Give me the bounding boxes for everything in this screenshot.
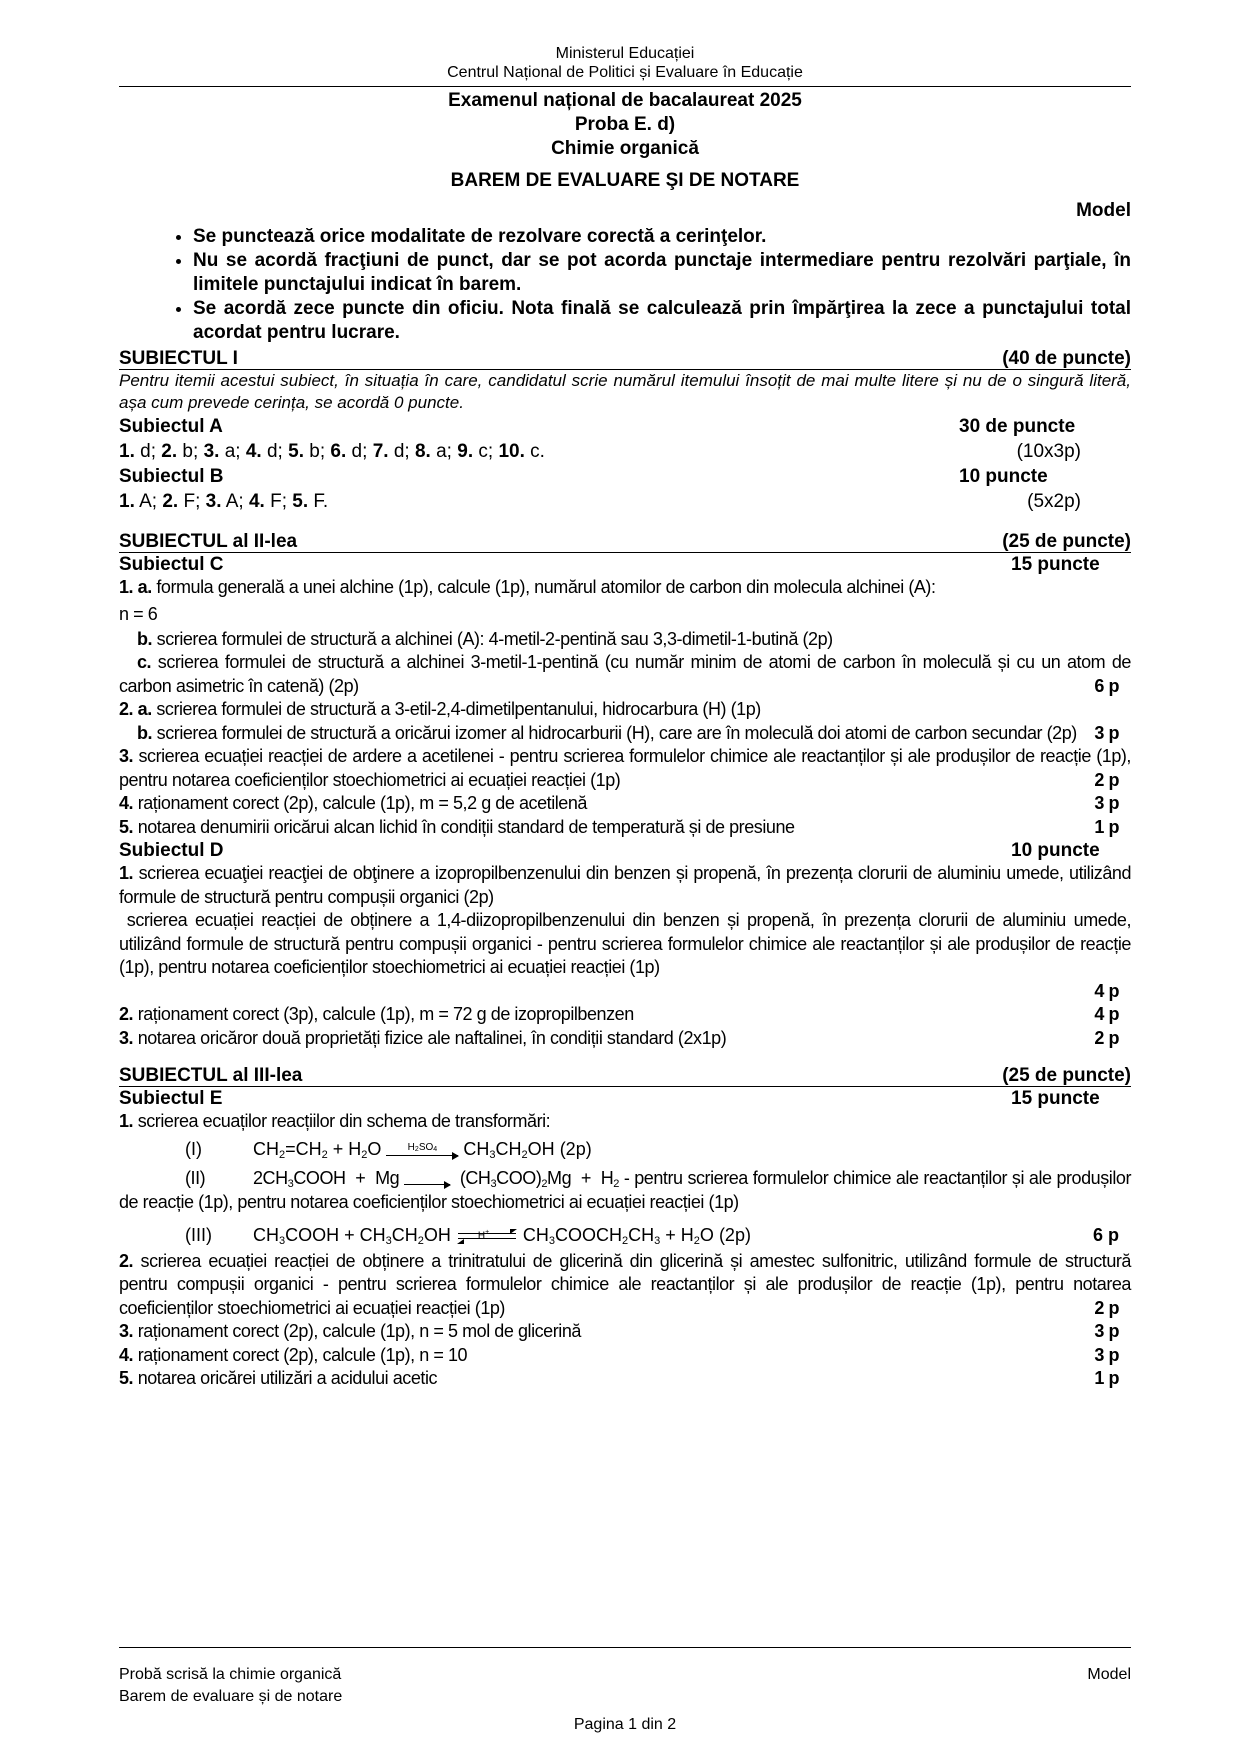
subiectul-d-heading: [119, 839, 1131, 862]
item-c2a: 2. a. scrierea formulei de structură a 3-etil-2,4-dimetilpentanului, hidrocarbura (H) (1p): [119, 699, 761, 719]
item-c5: 5. notarea denumirii oricărui alcan lichid în condiții standard de temperatură și de presiune 1 p: [119, 816, 1119, 837]
equation-1: [119, 1134, 1131, 1164]
footer-divider: [119, 1647, 1131, 1648]
item-d3: 3. notarea oricăror două proprietăți fizice ale naftalinei, în condiții standard (2x1p) 2 p: [119, 1027, 1119, 1048]
footer-barem-label: Barem de evaluare și de notare: [119, 1688, 343, 1705]
subiectul-b-answers: [119, 489, 1131, 514]
spacer: [119, 1050, 1131, 1062]
subiectul-e-points: 15 puncte: [1011, 1088, 1100, 1109]
item-d1-points-row: 4 p: [1094, 980, 1119, 1001]
subiectul-e-heading: [119, 1087, 1131, 1110]
rule-item: • Se acordă zece puncte din oficiu. Nota finală se calculează prin împărţirea la zece a punctajului total acordat pentru lucrare.: [193, 297, 1131, 345]
page-footer: [119, 1647, 1131, 1734]
barem-title: BAREM DE EVALUARE ŞI DE NOTARE: [450, 170, 800, 191]
equation-3: (III) $CH_3COOH + CH_3CH_2OH$ H+ $CH_3COOCH_2CH_3 + H_2O$ (2p) 6 p: [119, 1220, 1131, 1250]
equation-2-body: $2CH_3COOH + Mg$ $(CH_3COO)_2Mg + H_2$: [253, 1167, 619, 1190]
rules-list: [119, 225, 1131, 345]
item-c1c: c. scrierea formulei de structură a alchinei 3-metil-1-pentină (cu număr minim de atomi de carbon în moleculă și cu un atom de carbon asimetric în catenă) (2p): [119, 652, 1131, 696]
subiectul-b-title: Subiectul B: [119, 466, 224, 487]
item-e2-points-row: 2 p: [1094, 1297, 1119, 1318]
item-c1a-result: n = 6: [119, 603, 158, 624]
equation-1-number: (I): [185, 1138, 202, 1159]
equation-3-body: $CH_3COOH + CH_3CH_2OH$ H+ $CH_3COOCH_2CH_3 + H_2O$ (2p): [253, 1220, 751, 1250]
item-c1a: 1. a. formula generală a unei alchine (1p), calcule (1p), numărul atomilor de carbon din molecula alchinei (A):: [119, 577, 936, 597]
subiectul-d-points: 10 puncte: [1011, 840, 1100, 861]
subiectul-2-heading: [119, 531, 1131, 553]
equation-2-number: (II): [185, 1167, 206, 1188]
proba-title: Proba E. d): [574, 114, 676, 135]
item-d1b: scrierea ecuației reacției de obținere a 1,4-diizopropilbenzenului din benzen și propenă, în prezența clorurii de aluminiu umede, utilizând formule de structură pentru compușii organici - pentru scrierea formulelor chimice ale reactanților și ale produșilor de reacție (1p), pentru notarea coeficienților stoechiometrici ai ecuației reacției (1p): [119, 910, 1131, 977]
item-c2-points-row: 3 p: [1094, 722, 1119, 743]
model-label: Model: [1076, 200, 1131, 221]
subiectul-c-points: 15 puncte: [1011, 554, 1100, 575]
document-page: [119, 44, 1131, 1391]
item-c2b: b. scrierea formulei de structură a oricărui izomer al hidrocarburii (H), care are în moleculă doi atomi de carbon secundar (2p): [137, 722, 1077, 743]
subiectul-b-heading: [119, 464, 1131, 489]
item-d2: 2. raționament corect (3p), calcule (1p), m = 72 g de izopropilbenzen 4 p: [119, 1004, 1119, 1024]
equation-3-number: (III): [185, 1224, 212, 1245]
subiectul-2-points: (25 de puncte): [1002, 531, 1131, 552]
subiectul-3-title: SUBIECTUL al III-lea: [119, 1065, 303, 1086]
subiectul-1-title: SUBIECTUL I: [119, 348, 238, 369]
answer-list: 1. d; 2. b; 3. a; 4. d; 5. b; 6. d; 7. d; 8. a; 9. c; 10. c.: [119, 441, 545, 462]
rule-item: • Se punctează orice modalitate de rezolvare corectă a cerinţelor.: [193, 225, 1131, 249]
subiectul-a-points: 30 de puncte: [959, 416, 1076, 437]
subiectul-a-heading: [119, 414, 1131, 439]
equation-2: (II) $2CH_3COOH + Mg$ $(CH_3COO)_2Mg + H_2$ - pentru scrierea formulelor chimice ale reactanților și ale produșilor de reacție (1p), pentru notarea coeficienților stoechiometrici ai ecuației reacției (1p): [119, 1167, 1131, 1212]
footer-line-1: [119, 1664, 1131, 1686]
item-e1: 1. scrierea ecuaților reacțiilor din schema de transformări:: [119, 1111, 551, 1131]
subiectul-2-title: SUBIECTUL al II-lea: [119, 531, 298, 552]
center-name: Centrul Național de Politici și Evaluare în Educație: [447, 64, 803, 81]
footer-model-label: Model: [1087, 1666, 1131, 1683]
spacer: [119, 514, 1131, 528]
subiectul-a-title: Subiectul A: [119, 416, 223, 437]
subiectul-a-answers: [119, 439, 1131, 464]
exam-title: Examenul național de bacalaureat 2025: [448, 90, 802, 111]
subiectul-1-note: Pentru itemii acestui subiect, în situația în care, candidatul scrie numărul itemului însoțit de mai multe litere și nu de o singură literă, așa cum prevede cerința, se acordă 0 puncte.: [119, 371, 1131, 412]
rule-item: • Nu se acordă fracţiuni de punct, dar se pot acorda punctaje intermediare pentru rezolvări parţiale, în limitele punctajului indicat în barem.: [193, 249, 1131, 297]
answer-list: 1. A; 2. F; 3. A; 4. F; 5. F.: [119, 491, 329, 512]
item-c1b: b. scrierea formulei de structură a alchinei (A): 4-metil-2-pentină sau 3,3-dimetil-1-butină (2p): [137, 628, 833, 649]
footer-line-2: [119, 1686, 1131, 1708]
item-c4: 4. raționament corect (2p), calcule (1p), m = 5,2 g de acetilenă 3 p: [119, 793, 1119, 813]
item-c3-points-row: 2 p: [1094, 769, 1119, 790]
subiectul-d-title: Subiectul D: [119, 840, 224, 861]
subiectul-e-title: Subiectul E: [119, 1088, 223, 1109]
subiectul-a-score: (10x3p): [1016, 441, 1081, 462]
item-c3: 3. scrierea ecuației reacției de ardere a acetilenei - pentru scrierea formulelor chimice ale reactanților și ale produșilor de reacție (1p), pentru notarea coeficienților stoechiometrici ai ecuației reacției (1p): [119, 746, 1131, 790]
ministry-name: Ministerul Educației: [555, 45, 695, 62]
catalyst-label: H+: [477, 1228, 490, 1242]
equilibrium-arrow-icon: [456, 1226, 518, 1246]
item-d1a: 1. scrierea ecuaţiei reacţiei de obţinere a izopropilbenzenului din benzen și propenă, în prezența clorurii de aluminiu umede, utilizând formule de structură pentru compușii organici (2p): [119, 863, 1131, 907]
item-e5: 5. notarea oricărei utilizări a acidului acetic 1 p: [119, 1368, 1119, 1388]
subiectul-3-heading: [119, 1065, 1131, 1087]
footer-exam-label: Probă scrisă la chimie organică: [119, 1666, 342, 1683]
subiectul-c-title: Subiectul C: [119, 554, 224, 575]
subiectul-b-points: 10 puncte: [959, 466, 1048, 487]
equation-1-body: $CH_2=CH_2 + H_2O$ $H_2SO_4$ $CH_3CH_2OH$ (2p): [253, 1138, 592, 1161]
item-e3: 3. raționament corect (2p), calcule (1p), n = 5 mol de glicerină 3 p: [119, 1321, 1119, 1341]
item-c1-points-row: 6 p: [1094, 675, 1119, 696]
subiectul-b-score: (5x2p): [1027, 491, 1081, 512]
reaction-arrow-icon: [386, 1143, 458, 1156]
subject-title: Chimie organică: [551, 138, 699, 159]
reaction-arrow-icon: [404, 1172, 450, 1185]
page-number: Pagina 1 din 2: [573, 1716, 677, 1733]
item-e4: 4. raționament corect (2p), calcule (1p), n = 10 3 p: [119, 1344, 1119, 1365]
subiectul-3-points: (25 de puncte): [1002, 1065, 1131, 1086]
header-divider: [119, 86, 1131, 87]
subiectul-1-heading: [119, 348, 1131, 370]
item-e2: 2. scrierea ecuației reacției de obținere a trinitratului de glicerină din glicerină și amestec sulfonitric, utilizând formule de structură pentru compușii organici - pentru scrierea formulelor chimice ale reactanților și ale produșilor de reacție (1p), pentru notarea coeficienților stoechiometrici ai ecuației reacției (1p): [119, 1250, 1131, 1318]
catalyst-label: $H_2SO_4$: [407, 1142, 438, 1154]
subiectul-1-points: (40 de puncte): [1002, 348, 1131, 369]
subiectul-c-heading: [119, 553, 1131, 576]
